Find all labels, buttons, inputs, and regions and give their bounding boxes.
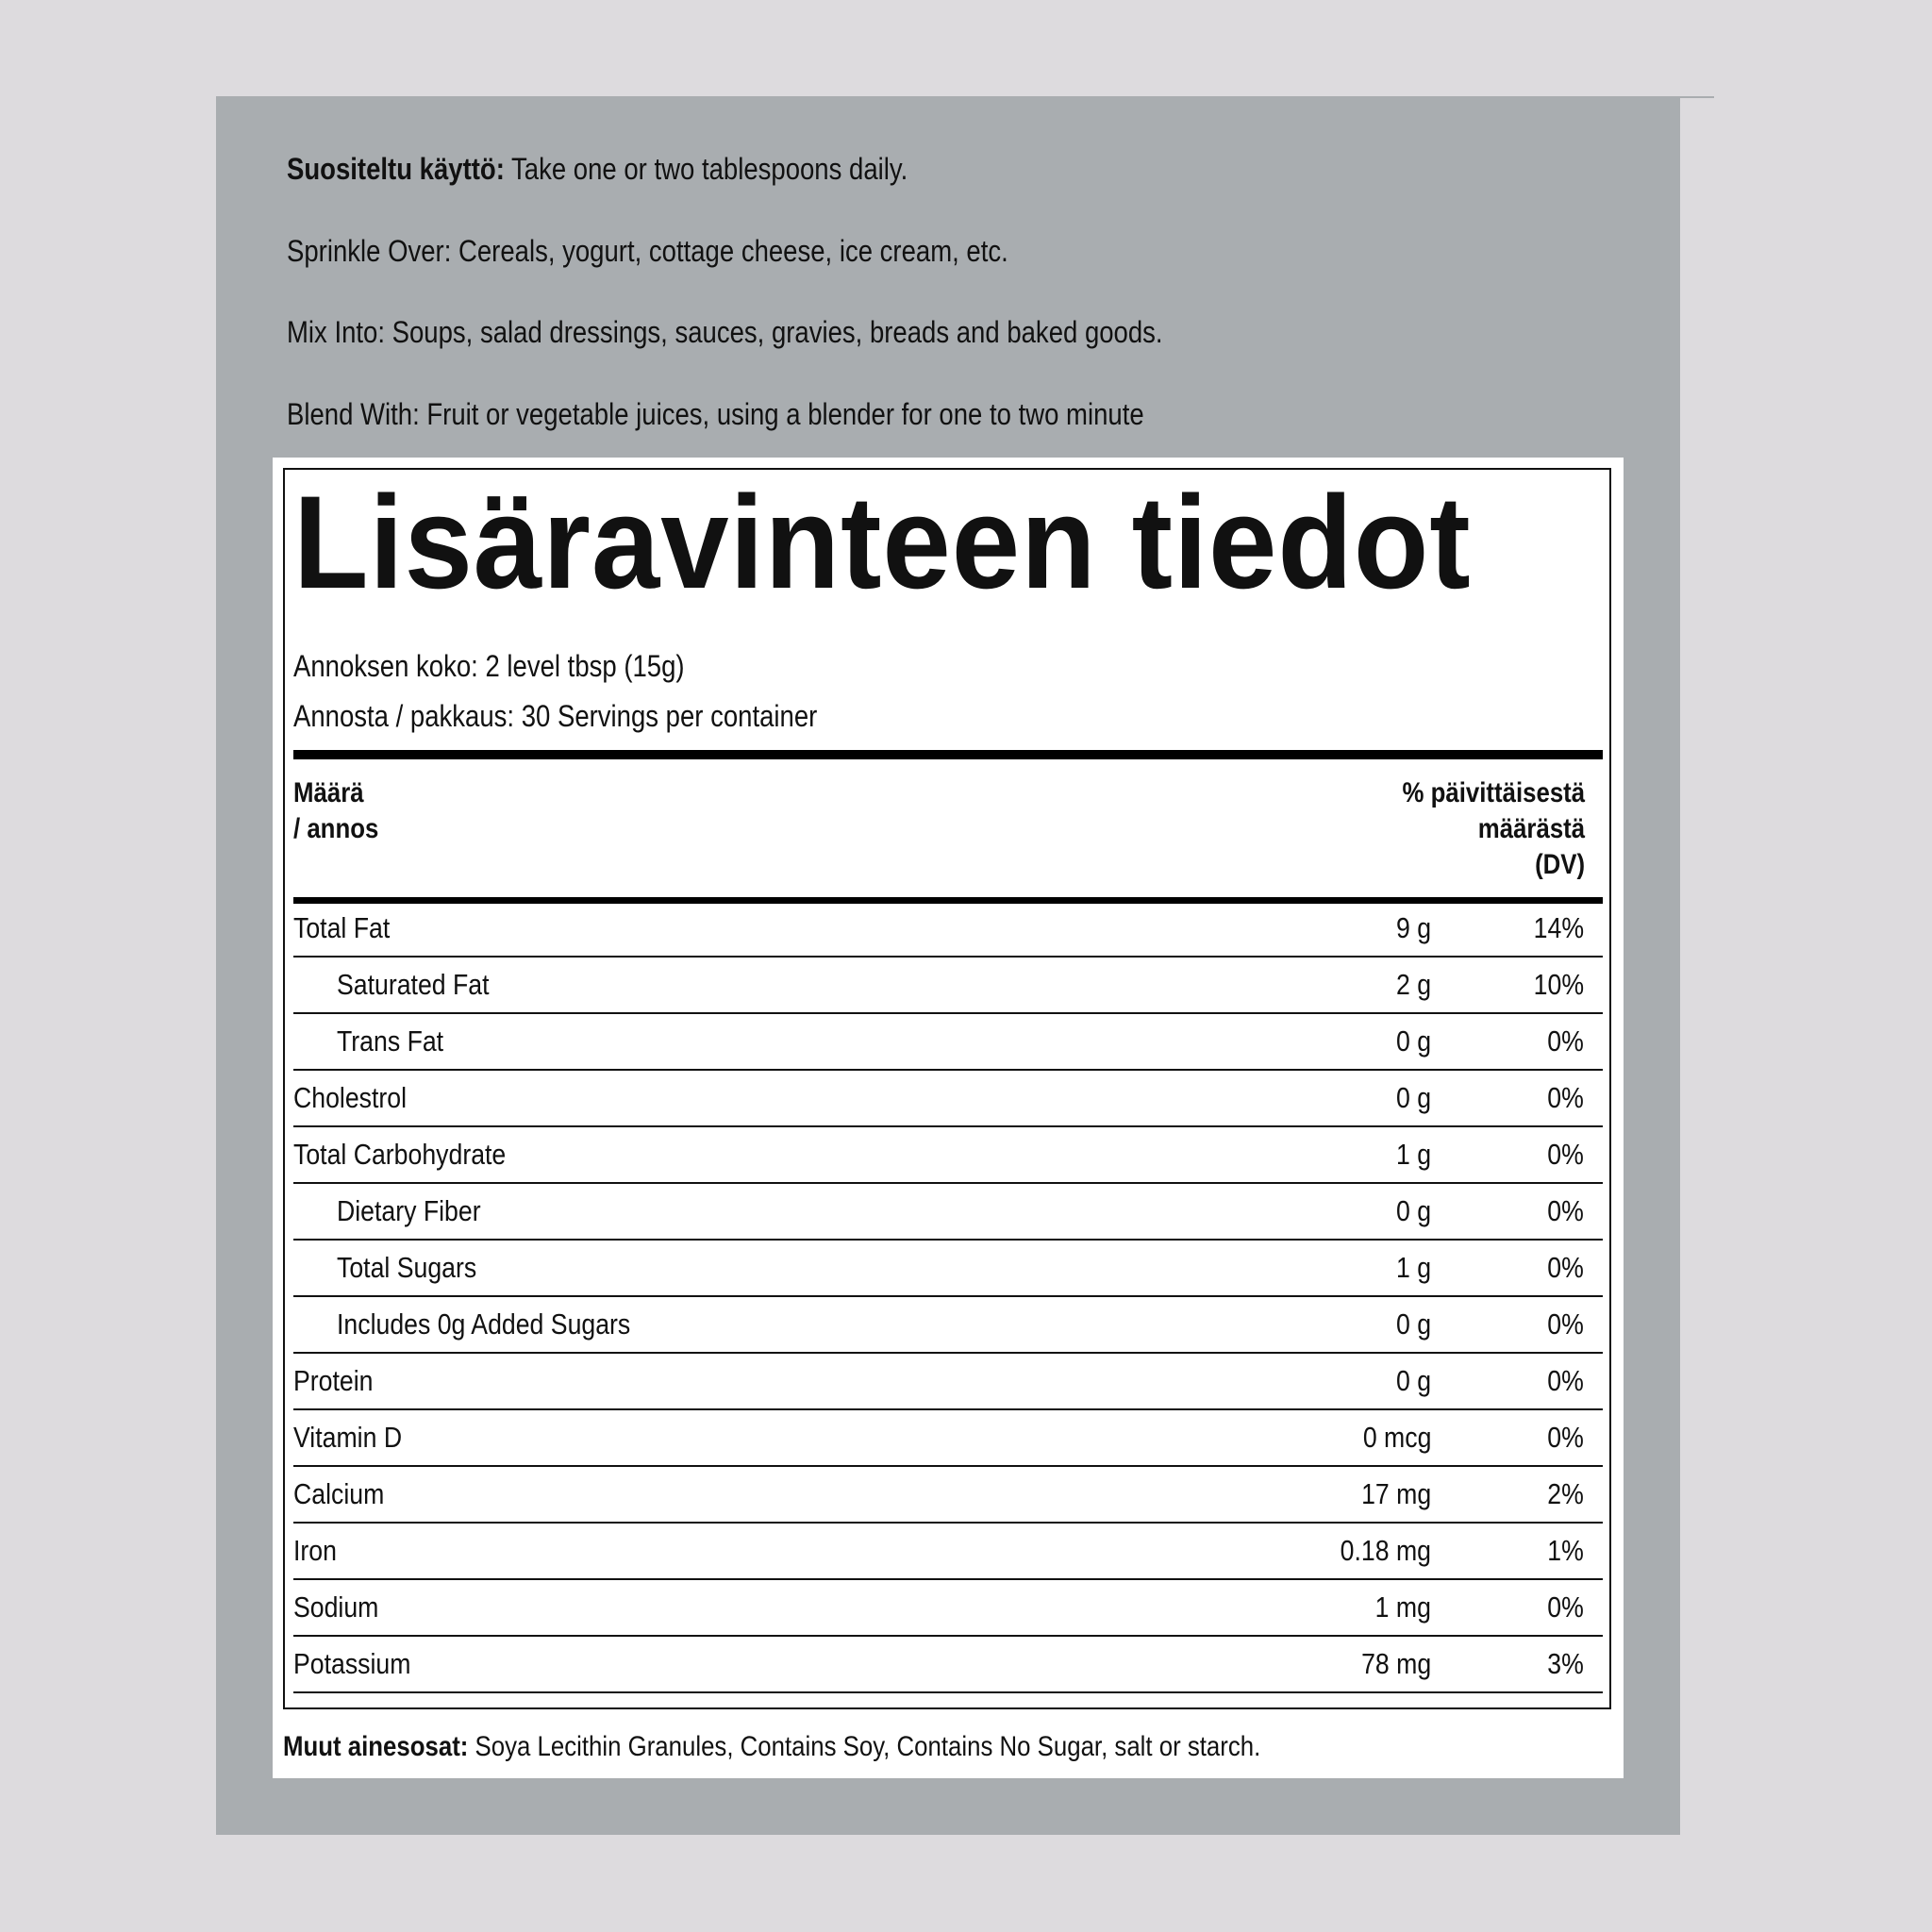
servings-per-container: Annosta / pakkaus: 30 Servings per container (293, 699, 818, 733)
table-row (293, 1467, 1603, 1524)
nutrient-name: Trans Fat (337, 1024, 444, 1058)
table-row (293, 1014, 1603, 1071)
nutrient-dv: 0% (1547, 1024, 1584, 1058)
nutrient-amount: 9 g (1395, 911, 1431, 944)
nutrient-dv: 3% (1547, 1647, 1584, 1680)
thick-divider-top (293, 750, 1603, 759)
nutrient-amount: 0.18 mg (1340, 1534, 1431, 1567)
nutrient-dv: 0% (1547, 1251, 1584, 1284)
table-row (293, 1071, 1603, 1127)
table-row (293, 1297, 1603, 1354)
table-row (293, 1354, 1603, 1410)
nutrient-amount: 0 g (1395, 1081, 1431, 1114)
nutrient-amount: 0 g (1395, 1024, 1431, 1058)
nutrient-dv: 0% (1547, 1138, 1584, 1171)
nutrient-name: Iron (293, 1534, 337, 1567)
table-row (293, 901, 1603, 958)
table-row (293, 1410, 1603, 1467)
table-row (293, 1127, 1603, 1184)
suggested-use-text: Take one or two tablespoons daily. (504, 152, 908, 186)
table-row (293, 1580, 1603, 1637)
nutrient-name: Calcium (293, 1477, 385, 1510)
sprinkle-over-text: Sprinkle Over: Cereals, yogurt, cottage cheese, ice cream, etc. (287, 234, 1008, 268)
nutrient-amount: 17 mg (1360, 1477, 1431, 1510)
facts-title: Lisäravinteen tiedot (293, 468, 1472, 616)
nutrient-dv: 0% (1547, 1194, 1584, 1227)
header-right-line-2: määrästä (1477, 813, 1585, 844)
nutrient-name: Sodium (293, 1591, 379, 1624)
table-row (293, 1241, 1603, 1297)
nutrient-amount: 0 g (1395, 1307, 1431, 1341)
amount-per-serving-header (293, 775, 378, 847)
daily-value-header (1402, 775, 1585, 883)
nutrient-dv: 0% (1547, 1591, 1584, 1624)
nutrient-name: Saturated Fat (337, 968, 490, 1001)
nutrient-name: Vitamin D (293, 1421, 403, 1454)
nutrient-name: Dietary Fiber (337, 1194, 481, 1227)
nutrient-table (293, 901, 1603, 1693)
header-right-line-3: (DV) (1534, 849, 1585, 880)
nutrient-name: Protein (293, 1364, 374, 1397)
other-ingredients-text: Soya Lecithin Granules, Contains Soy, Contains No Sugar, salt or starch. (468, 1731, 1261, 1762)
nutrient-dv: 0% (1547, 1364, 1584, 1397)
nutrient-dv: 10% (1533, 968, 1584, 1001)
nutrient-name: Potassium (293, 1647, 411, 1680)
nutrient-dv: 0% (1547, 1307, 1584, 1341)
panel-top-edge (1680, 96, 1714, 98)
nutrient-name: Total Fat (293, 911, 391, 944)
table-row (293, 958, 1603, 1014)
nutrient-dv: 1% (1547, 1534, 1584, 1567)
nutrient-dv: 0% (1547, 1081, 1584, 1114)
blend-with-text: Blend With: Fruit or vegetable juices, using a blender for one to two minute (287, 397, 1144, 431)
mix-into-text: Mix Into: Soups, salad dressings, sauces, gravies, breads and baked goods. (287, 315, 1163, 349)
nutrient-amount: 78 mg (1360, 1647, 1431, 1680)
nutrient-amount: 0 g (1395, 1364, 1431, 1397)
nutrient-dv: 2% (1547, 1477, 1584, 1510)
table-row (293, 1524, 1603, 1580)
nutrient-amount: 1 mg (1374, 1591, 1431, 1624)
nutrient-amount: 1 g (1395, 1251, 1431, 1284)
suggested-use (287, 150, 908, 188)
other-ingredients (283, 1728, 1260, 1766)
nutrient-dv: 0% (1547, 1421, 1584, 1454)
nutrient-amount: 2 g (1395, 968, 1431, 1001)
serving-size: Annoksen koko: 2 level tbsp (15g) (293, 649, 685, 683)
nutrient-name: Cholestrol (293, 1081, 408, 1114)
nutrient-name: Total Carbohydrate (293, 1138, 507, 1171)
nutrient-name: Total Sugars (337, 1251, 477, 1284)
nutrient-name: Includes 0g Added Sugars (337, 1307, 631, 1341)
suggested-use-label: Suositeltu käyttö: (287, 152, 505, 186)
table-row (293, 1637, 1603, 1693)
header-right-line-1: % päivittäisestä (1402, 777, 1585, 808)
header-left-line-2: / annos (293, 813, 379, 844)
table-row (293, 1184, 1603, 1241)
header-left-line-1: Määrä (293, 777, 364, 808)
nutrient-amount: 1 g (1395, 1138, 1431, 1171)
other-ingredients-label: Muut ainesosat: (283, 1731, 469, 1762)
nutrient-dv: 14% (1533, 911, 1584, 944)
nutrient-amount: 0 mcg (1362, 1421, 1431, 1454)
nutrient-amount: 0 g (1395, 1194, 1431, 1227)
